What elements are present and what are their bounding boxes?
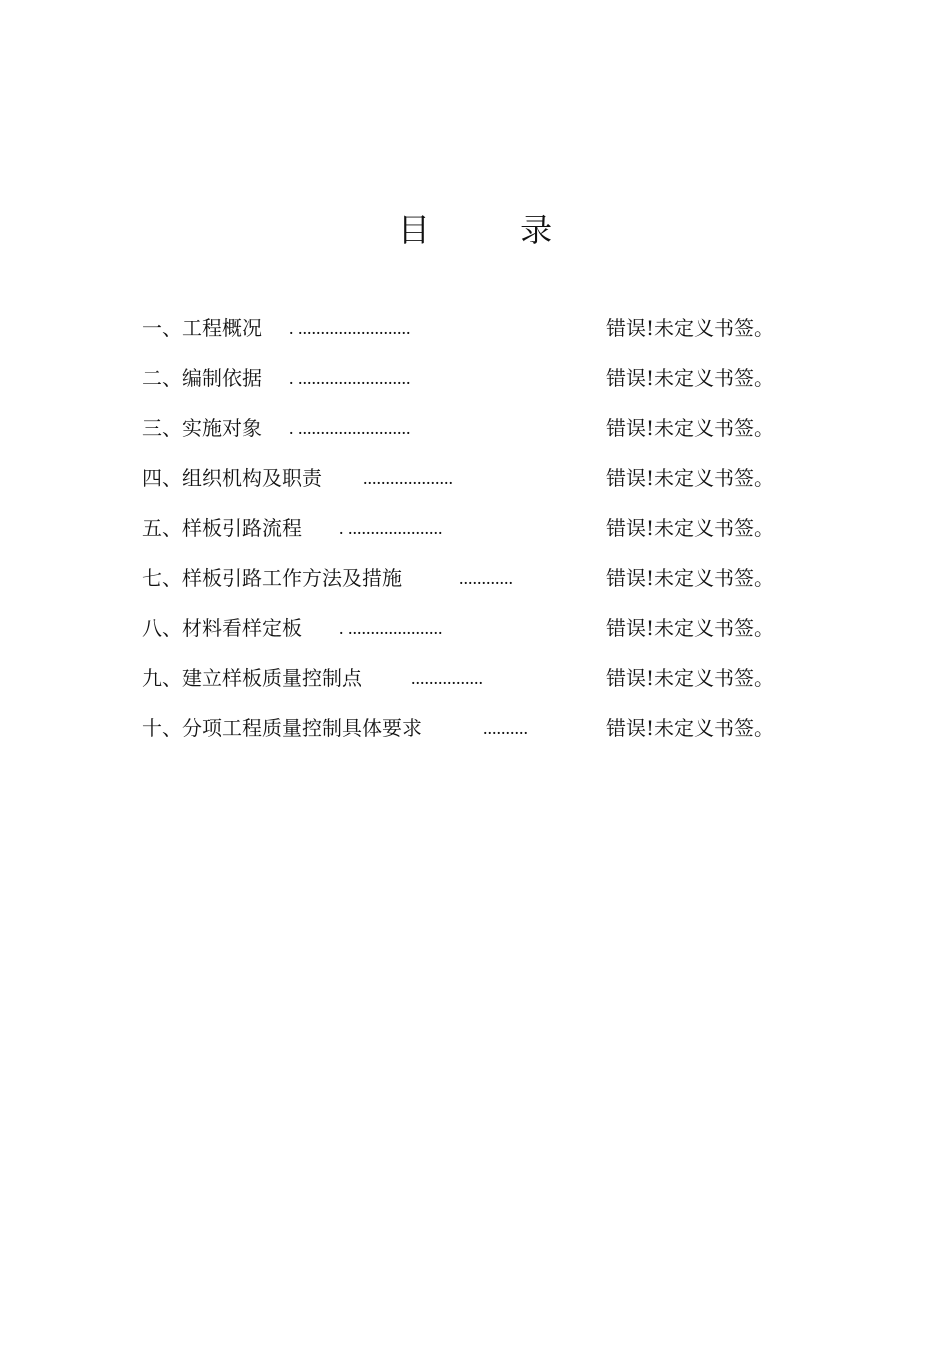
toc-entry[interactable]: [142, 703, 802, 753]
toc-entry-page-ref: 错误!未定义书签。: [606, 366, 775, 390]
toc-entry[interactable]: [142, 353, 802, 403]
toc-entry-leader: ............: [459, 568, 513, 588]
toc-entry-page-ref: 错误!未定义书签。: [606, 516, 775, 540]
toc-entry-leader: . .....................: [339, 518, 443, 538]
toc-entry[interactable]: [142, 503, 802, 553]
table-of-contents: [142, 303, 802, 753]
toc-entry-page-ref: 错误!未定义书签。: [606, 566, 775, 590]
toc-entry-page-ref: 错误!未定义书签。: [606, 716, 775, 740]
toc-entry-leader: . .....................: [339, 618, 443, 638]
toc-entry-page-ref: 错误!未定义书签。: [606, 666, 775, 690]
toc-title: 目 录: [397, 211, 593, 249]
toc-entry[interactable]: [142, 303, 802, 353]
toc-entry-heading: 三、实施对象: [142, 416, 262, 440]
toc-entry-leader: . .........................: [289, 368, 411, 388]
toc-entry-leader: . .........................: [289, 418, 411, 438]
toc-entry-heading: 四、组织机构及职责: [142, 466, 322, 490]
toc-entry-heading: 五、样板引路流程: [142, 516, 302, 540]
toc-entry[interactable]: [142, 653, 802, 703]
toc-entry-leader: . .........................: [289, 318, 411, 338]
toc-entry-page-ref: 错误!未定义书签。: [606, 616, 775, 640]
toc-entry-heading: 十、分项工程质量控制具体要求: [142, 716, 422, 740]
toc-entry-leader: ....................: [363, 468, 453, 488]
toc-entry-leader: ..........: [483, 718, 528, 738]
toc-entry-heading: 二、编制依据: [142, 366, 262, 390]
toc-entry-page-ref: 错误!未定义书签。: [606, 416, 775, 440]
toc-entry[interactable]: [142, 603, 802, 653]
toc-entry-heading: 九、建立样板质量控制点: [142, 666, 362, 690]
toc-entry[interactable]: [142, 553, 802, 603]
toc-entry[interactable]: [142, 453, 802, 503]
toc-entry-heading: 七、样板引路工作方法及措施: [142, 566, 402, 590]
toc-entry-page-ref: 错误!未定义书签。: [606, 316, 775, 340]
toc-entry-page-ref: 错误!未定义书签。: [606, 466, 775, 490]
toc-entry-heading: 八、材料看样定板: [142, 616, 302, 640]
toc-entry[interactable]: [142, 403, 802, 453]
toc-entry-leader: ................: [411, 668, 483, 688]
toc-entry-heading: 一、工程概况: [142, 316, 262, 340]
